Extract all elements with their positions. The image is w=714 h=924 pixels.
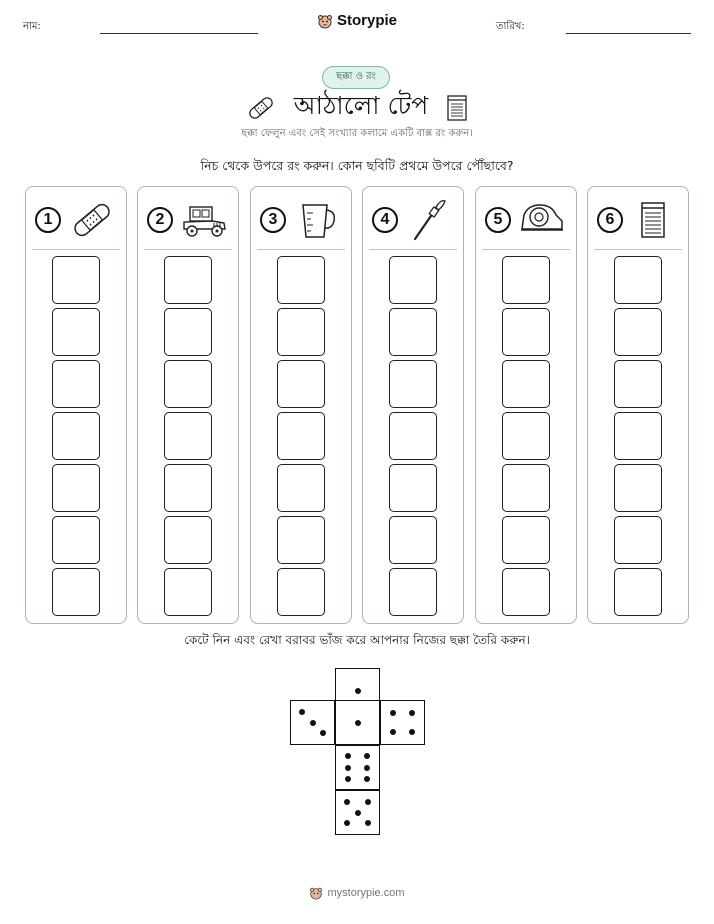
color-box[interactable] [164, 360, 212, 408]
brand-name: Storypie [336, 12, 397, 29]
color-box[interactable] [614, 412, 662, 460]
name-label: নাম: [23, 21, 41, 32]
pip [344, 799, 350, 805]
color-box[interactable] [389, 568, 437, 616]
color-box[interactable] [389, 412, 437, 460]
color-box[interactable] [614, 308, 662, 356]
pip [365, 799, 371, 805]
pip [365, 820, 371, 826]
color-box[interactable] [164, 516, 212, 564]
notepad-icon [630, 199, 678, 241]
column-1 [25, 186, 127, 624]
name-line [100, 33, 258, 34]
pip [390, 729, 396, 735]
color-box[interactable] [52, 360, 100, 408]
pip [390, 710, 396, 716]
dice-face-center [335, 700, 380, 745]
color-box[interactable] [164, 464, 212, 512]
cut-instructions: কেটে নিন এবং রেখা বরাবর ভাঁজ করে আপনার নিজের ছক্কা তৈরি করুন। [184, 633, 530, 647]
instructions-subtitle: ছক্কা ফেলুন এবং সেই সংখ্যার কলামে একটি বাক্স রং করুন। [241, 128, 473, 139]
color-box[interactable] [52, 464, 100, 512]
column-number: 5 [485, 207, 511, 233]
color-box[interactable] [389, 360, 437, 408]
color-box[interactable] [389, 308, 437, 356]
color-box[interactable] [502, 308, 550, 356]
color-box[interactable] [389, 516, 437, 564]
column-2 [137, 186, 239, 624]
paintbrush-icon [405, 199, 453, 241]
pip [364, 765, 370, 771]
color-box[interactable] [389, 464, 437, 512]
storypie-mascot-icon [309, 886, 323, 900]
brand-logo [0, 12, 714, 29]
activity-badge: ছক্কা ও রং [322, 66, 390, 89]
color-box[interactable] [614, 516, 662, 564]
date-line [566, 33, 691, 34]
dice-net [290, 668, 426, 836]
pip [409, 710, 415, 716]
footer-url: mystorypie.com [327, 887, 405, 899]
pip [345, 765, 351, 771]
pip [355, 810, 361, 816]
storypie-mascot-icon [317, 13, 333, 29]
column-5 [475, 186, 577, 624]
question-text: নিচ থেকে উপরে রং করুন। কোন ছবিটি প্রথমে উপরে পৌঁছাবে? [200, 158, 514, 173]
column-number: 3 [260, 207, 286, 233]
color-box[interactable] [277, 360, 325, 408]
color-box[interactable] [502, 464, 550, 512]
pip [345, 776, 351, 782]
color-box[interactable] [277, 412, 325, 460]
color-box[interactable] [52, 256, 100, 304]
pip [345, 753, 351, 759]
color-box[interactable] [277, 464, 325, 512]
color-box[interactable] [277, 516, 325, 564]
color-box[interactable] [502, 360, 550, 408]
column-number: 1 [35, 207, 61, 233]
column-6 [587, 186, 689, 624]
color-box[interactable] [614, 256, 662, 304]
bandage-icon [246, 94, 276, 122]
color-box[interactable] [502, 256, 550, 304]
column-4 [362, 186, 464, 624]
color-box[interactable] [502, 568, 550, 616]
color-box[interactable] [277, 568, 325, 616]
color-box[interactable] [164, 308, 212, 356]
race-columns [25, 186, 690, 624]
color-box[interactable] [164, 568, 212, 616]
pip [364, 776, 370, 782]
footer [0, 886, 714, 900]
bandage-icon [68, 199, 116, 241]
color-box[interactable] [277, 308, 325, 356]
pip [320, 730, 326, 736]
pip [310, 720, 316, 726]
pip [355, 720, 361, 726]
tape-dispenser-icon [518, 199, 566, 241]
notepad-icon [446, 94, 468, 122]
pip [355, 688, 361, 694]
pip [409, 729, 415, 735]
dice-face-left [290, 700, 335, 745]
date-label: তারিখ: [496, 21, 525, 32]
column-number: 6 [597, 207, 623, 233]
dice-face-bottom [335, 790, 380, 835]
color-box[interactable] [52, 412, 100, 460]
pip [344, 820, 350, 826]
pip [299, 709, 305, 715]
dice-face-right [380, 700, 425, 745]
page-title: আঠালো টেপ [293, 91, 429, 120]
color-box[interactable] [277, 256, 325, 304]
column-number: 2 [147, 207, 173, 233]
color-box[interactable] [52, 568, 100, 616]
pip [364, 753, 370, 759]
measuring-cup-icon [293, 199, 341, 241]
color-box[interactable] [502, 516, 550, 564]
color-box[interactable] [164, 256, 212, 304]
color-box[interactable] [614, 360, 662, 408]
dice-face-lower [335, 745, 380, 790]
vintage-car-icon [180, 199, 228, 241]
column-3 [250, 186, 352, 624]
color-box[interactable] [164, 412, 212, 460]
color-box[interactable] [614, 568, 662, 616]
color-box[interactable] [614, 464, 662, 512]
column-number: 4 [372, 207, 398, 233]
color-box[interactable] [52, 308, 100, 356]
color-box[interactable] [52, 516, 100, 564]
color-box[interactable] [389, 256, 437, 304]
color-box[interactable] [502, 412, 550, 460]
